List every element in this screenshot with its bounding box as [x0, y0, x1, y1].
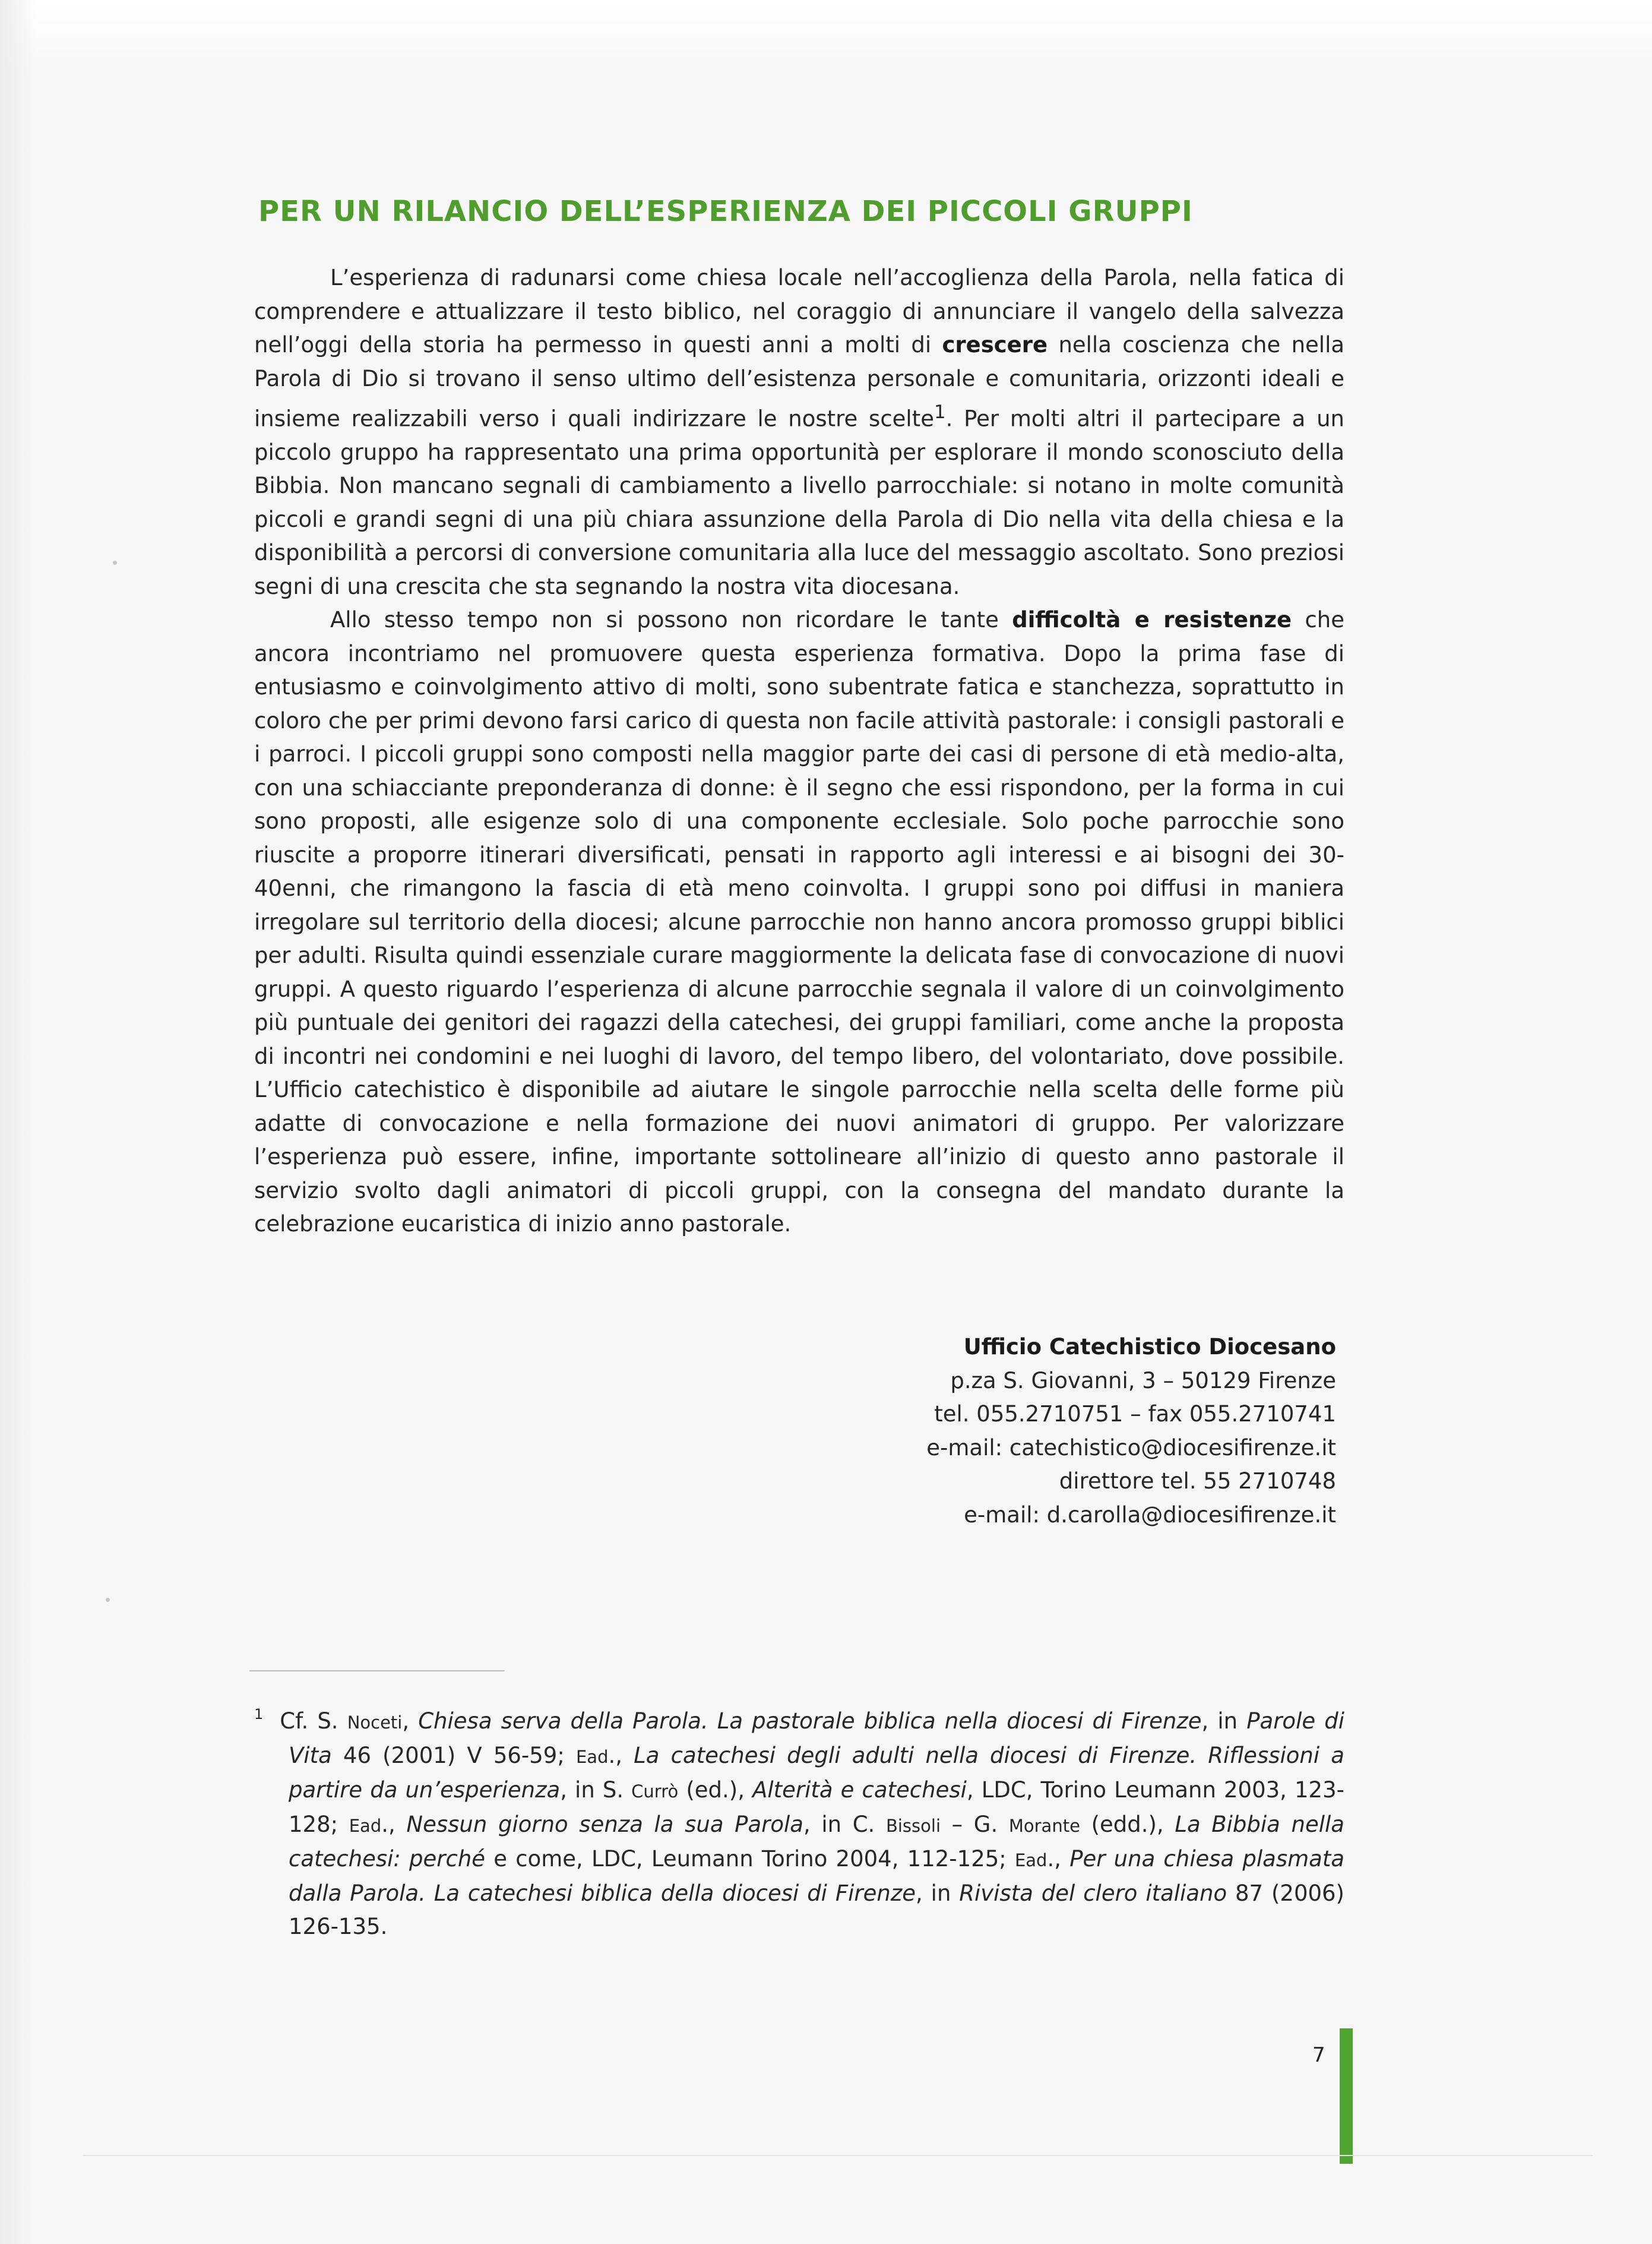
page-bottom-edge [83, 2155, 1593, 2156]
article-body [254, 261, 1344, 1241]
contact-email[interactable]: e-mail: catechistico@diocesifirenze.it [926, 1434, 1336, 1461]
page-top-edge [0, 0, 1652, 71]
director-email[interactable]: e-mail: d.carolla@diocesifirenze.it [964, 1502, 1336, 1528]
contact-phone: tel. 055.2710751 – fax 055.2710741 [934, 1401, 1336, 1427]
page-left-shadow [0, 0, 36, 2244]
contact-address: p.za S. Giovanni, 3 – 50129 Firenze [950, 1367, 1336, 1393]
page-number: 7 [1312, 2043, 1325, 2067]
page-accent-bar [1340, 2028, 1353, 2164]
paragraph-1: L’esperienza di radunarsi come chiesa locale nell’accoglienza della Parola, nella fatica di comprendere e attualizzare il testo biblico, nel coraggio di annunciare il vangelo della salvezza nell’oggi della storia ha permesso in questi anni a molti di crescere nella coscienza che nella Parola di Dio si trovano il senso ultimo dell’esistenza personale e comunitaria, orizzonti ideali e insieme realizzabili verso i quali indirizzare le nostre scelte$^1$. Per molti altri il partecipare a un piccolo gruppo ha rappresentato una prima opportunità per esplorare il mondo sconosciuto della Bibbia. Non mancano segnali di cambiamento a livello parrocchiale: si notano in molte comunità piccoli e grandi segni di una più chiara assunzione della Parola di Dio nella vita della chiesa e la disponibilità a percorsi di conversione comunitaria alla luce del messaggio ascoltato. Sono preziosi segni di una crescita che sta segnando la nostra vita diocesana. [254, 265, 1345, 599]
contact-block [624, 1330, 1336, 1532]
footnote-1: $^1$ Cf. S. Noceti, Chiesa serva della Parola. La pastorale biblica nella diocesi di Firenze, in Parole di Vita 46 (2001) V 56-59; Ead., La catechesi degli adulti nella diocesi di Firenze. Riflessioni a partire da un’esperienza, in S. Currò (ed.), Alterità e catechesi, LDC, Torino Leumann 2003, 123-128; Ead., Nessun giorno senza la sua Parola, in C. Bissoli – G. Morante (edd.), La Bibbia nella catechesi: perché e come, LDC, Leumann Torino 2004, 112-125; Ead., Per una chiesa plasmata dalla Parola. La catechesi biblica della diocesi di Firenze, in Rivista del clero italiano 87 (2006) 126-135. [254, 1706, 1345, 1939]
scan-speck [113, 561, 117, 565]
paragraph-2: Allo stesso tempo non si possono non ricordare le tante difficoltà e resistenze che ancora incontriamo nel promuovere questa esperienza formativa. Dopo la prima fase di entusiasmo e coinvolgimento attivo di molti, sono subentrate fatica e stanchezza, soprattutto in coloro che per primi devono farsi carico di questa non facile attività pastorale: i consigli pastorali e i parroci. I piccoli gruppi sono composti nella maggior parte dei casi di persone di età medio-alta, con una schiacciante preponderanza di donne: è il segno che essi rispondono, per la forma in cui sono proposti, alle esigenze solo di una componente ecclesiale. Solo poche parrocchie sono riuscite a proporre itinerari diversificati, pensati in rapporto agli interessi e ai bisogni dei 30-40enni, che rimangono la fascia di età meno coinvolta. I gruppi sono poi diffusi in maniera irregolare sul territorio della diocesi; alcune parrocchie non hanno ancora promosso gruppi biblici per adulti. Risulta quindi essenziale curare maggiormente la delicata fase di convocazione di nuovi gruppi. A questo riguardo l’esperienza di alcune parrocchie segnala il valore di un coinvolgimento più puntuale dei genitori dei ragazzi della catechesi, dei gruppi familiari, come anche la proposta di incontri nei condomini e nei luoghi di lavoro, del tempo libero, del volontariato, dove possibile. L’Ufficio catechistico è disponibile ad aiutare le singole parrocchie nella scelta delle forme più adatte di convocazione e nella formazione dei nuovi animatori di gruppo. Per valorizzare l’esperienza può essere, infine, importante sottolineare all’inizio di questo anno pastorale il servizio svolto dagli animatori di piccoli gruppi, con la consegna del mandato durante la celebrazione eucaristica di inizio anno pastorale. [254, 607, 1345, 1237]
scan-speck [106, 1598, 110, 1602]
footnote-separator [249, 1670, 505, 1671]
director-phone: direttore tel. 55 2710748 [1059, 1468, 1336, 1494]
contact-organization: Ufficio Catechistico Diocesano [963, 1334, 1336, 1360]
article-heading: PER UN RILANCIO DELL’ESPERIENZA DEI PICCOLI GRUPPI [258, 195, 1193, 228]
footnote-reference[interactable]: 1 [933, 402, 946, 423]
